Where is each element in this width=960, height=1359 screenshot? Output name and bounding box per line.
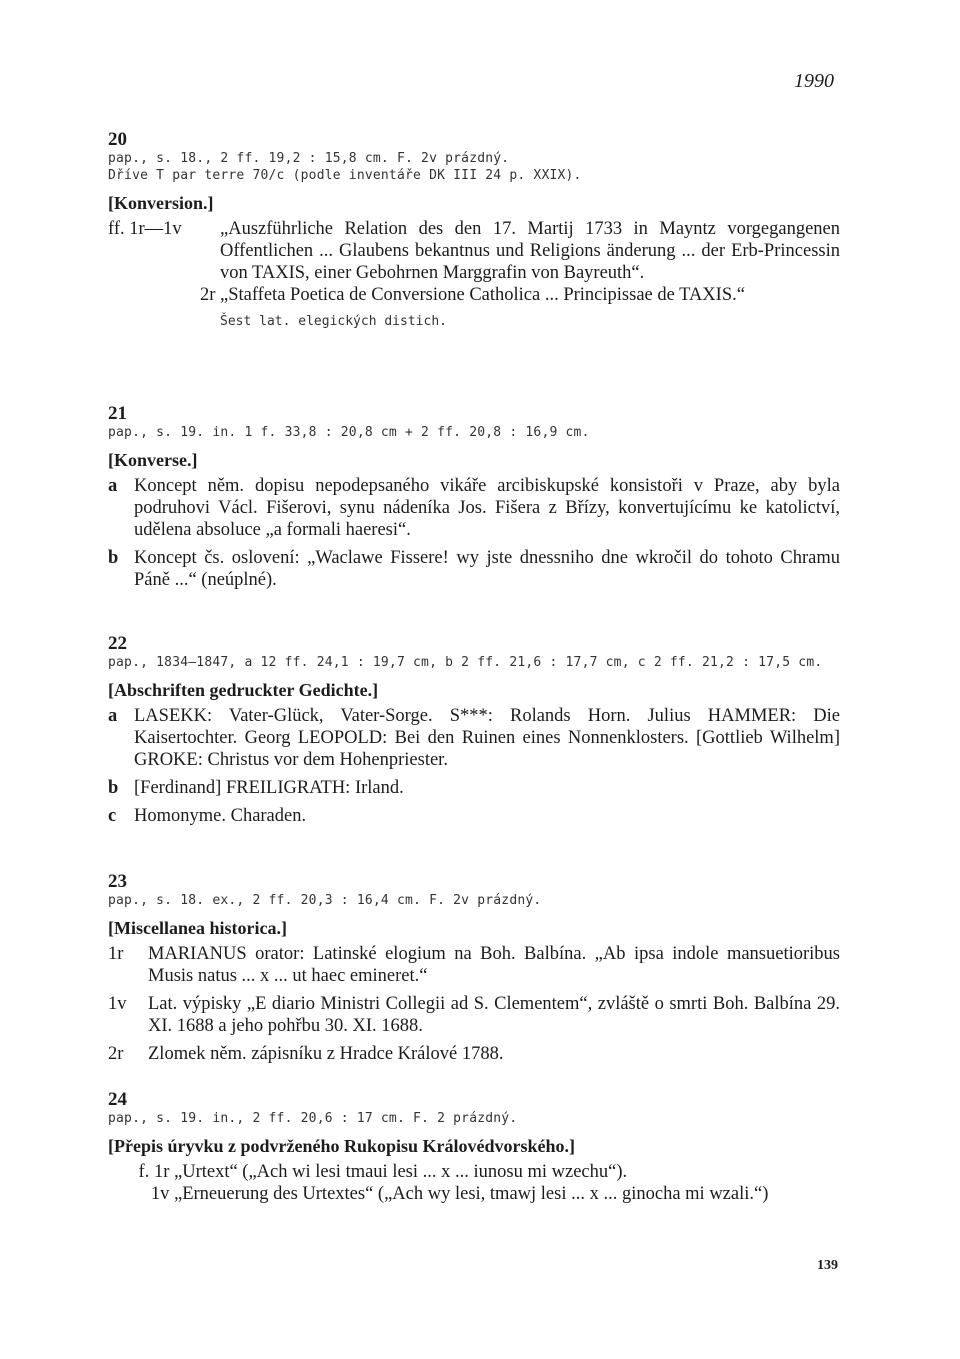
list-item xyxy=(108,1161,840,1183)
item-text: [Ferdinand] FREILIGRATH: Irland. xyxy=(134,778,404,798)
entry-number: 24 xyxy=(108,1089,127,1110)
list-item xyxy=(108,218,840,284)
item-text: LASEKK: Vater-Glück, Vater-Sorge. S***: Rolands Horn. Julius HAMMER: Die Kaisertochter. Georg LEOPOLD: Bei den Ruinen eines Nonnenklosters. [Gottlieb Wilhelm] GROKE: Christus vor dem Hohenpriester. xyxy=(134,706,840,770)
entry-note: Šest lat. elegických distich. xyxy=(220,314,447,329)
list-item xyxy=(108,705,840,771)
page-number: 139 xyxy=(817,1258,838,1273)
list-item xyxy=(108,777,840,799)
item-text: MARIANUS orator: Latinské elogium na Boh. Balbína. „Ab ipsa indole mansuetioribus Musis natus ... x ... ut haec emineret.“ xyxy=(148,944,840,986)
entry-title: [Abschriften gedruckter Gedichte.] xyxy=(108,680,379,700)
entry-number: 21 xyxy=(108,403,127,424)
entry-title: [Přepis úryvku z podvrženého Rukopisu Královédvorského.] xyxy=(108,1136,576,1156)
list-item xyxy=(108,943,840,987)
entry-number: 20 xyxy=(108,129,127,150)
entry-number: 22 xyxy=(108,633,127,654)
entry-title: [Konversion.] xyxy=(108,193,214,213)
item-label: 2r xyxy=(199,285,220,305)
item-label: 1r xyxy=(108,944,129,964)
entry-meta: Dříve T par terre 70/c (podle inventáře DK III 24 p. XXIX). xyxy=(108,168,582,183)
page-header-year: 1990 xyxy=(794,70,834,92)
item-text: Koncept něm. dopisu nepodepsaného vikáře arcibiskupské konsistoři v Praze, aby byla podruhovi Václ. Fišerovi, synu nádeníka Jos. Fišera z Břízy, konvertujícímu ke katolictví, udělena absoluce „a formali haeresi“. xyxy=(134,476,840,540)
entry-title: [Konverse.] xyxy=(108,450,198,470)
list-item xyxy=(108,284,840,306)
item-label: 1v xyxy=(108,994,132,1014)
list-item xyxy=(108,547,840,591)
item-text: „Staffeta Poetica de Conversione Catholica ... Principissae de TAXIS.“ xyxy=(220,285,745,305)
list-item xyxy=(108,475,840,541)
entry-22 xyxy=(108,634,840,827)
item-text: „Urtext“ („Ach wi lesi tmaui lesi ... x ... iunosu mi wzechu“). xyxy=(174,1162,628,1182)
item-text: Zlomek něm. zápisníku z Hradce Králové 1788. xyxy=(148,1044,504,1064)
list-item xyxy=(108,1043,840,1065)
item-label: 1v xyxy=(150,1184,174,1204)
entry-meta: pap., s. 18., 2 ff. 19,2 : 15,8 cm. F. 2v prázdný. xyxy=(108,151,510,166)
entry-24 xyxy=(108,1090,840,1205)
entry-meta: pap., s. 19. in., 2 ff. 20,6 : 17 cm. F. 2 prázdný. xyxy=(108,1111,518,1126)
item-label: f. 1r xyxy=(138,1162,174,1182)
item-label: a xyxy=(108,706,118,726)
entry-meta: pap., 1834—1847, a 12 ff. 24,1 : 19,7 cm, b 2 ff. 21,6 : 17,7 cm, c 2 ff. 21,2 : 17,5 cm. xyxy=(108,655,823,670)
entry-20 xyxy=(108,130,840,329)
item-label: b xyxy=(108,548,119,568)
item-label: a xyxy=(108,476,118,496)
list-item xyxy=(108,805,840,827)
item-label: 2r xyxy=(108,1044,129,1064)
entry-number: 23 xyxy=(108,871,127,892)
item-text: „Erneuerung des Urtextes“ („Ach wy lesi, tmawj lesi ... x ... ginocha mi wzali.“) xyxy=(174,1184,769,1204)
list-item xyxy=(108,993,840,1037)
item-text: „Auszführliche Relation des den 17. Martij 1733 in Mayntz vorgegangenen Offentlichen ... Glaubens bekantnus und Religions änderung ... der Erb-Princessin von TAXIS, einer Gebohrnen Marggrafin von Bayreuth“. xyxy=(220,219,840,283)
entry-meta: pap., s. 18. ex., 2 ff. 20,3 : 16,4 cm. F. 2v prázdný. xyxy=(108,893,542,908)
entry-title: [Miscellanea historica.] xyxy=(108,918,287,938)
item-text: Lat. výpisky „E diario Ministri Collegii ad S. Clementem“, zvláště o smrti Boh. Balbína 29. XI. 1688 a jeho pohřbu 30. XI. 1688. xyxy=(148,994,840,1036)
item-text: Homonyme. Charaden. xyxy=(134,806,307,826)
list-item xyxy=(108,1183,840,1205)
entry-meta: pap., s. 19. in. 1 f. 33,8 : 20,8 cm + 2 ff. 20,8 : 16,9 cm. xyxy=(108,425,590,440)
entry-23 xyxy=(108,872,840,1065)
item-text: Koncept čs. oslovení: „Waclawe Fissere! wy jste dnessniho dne wkročil do tohoto Chramu Páně ...“ (neúplné). xyxy=(134,548,840,590)
item-label: b xyxy=(108,778,119,798)
item-label: c xyxy=(108,806,117,826)
entry-21 xyxy=(108,404,840,591)
item-label: ff. 1r—1v xyxy=(108,219,187,239)
